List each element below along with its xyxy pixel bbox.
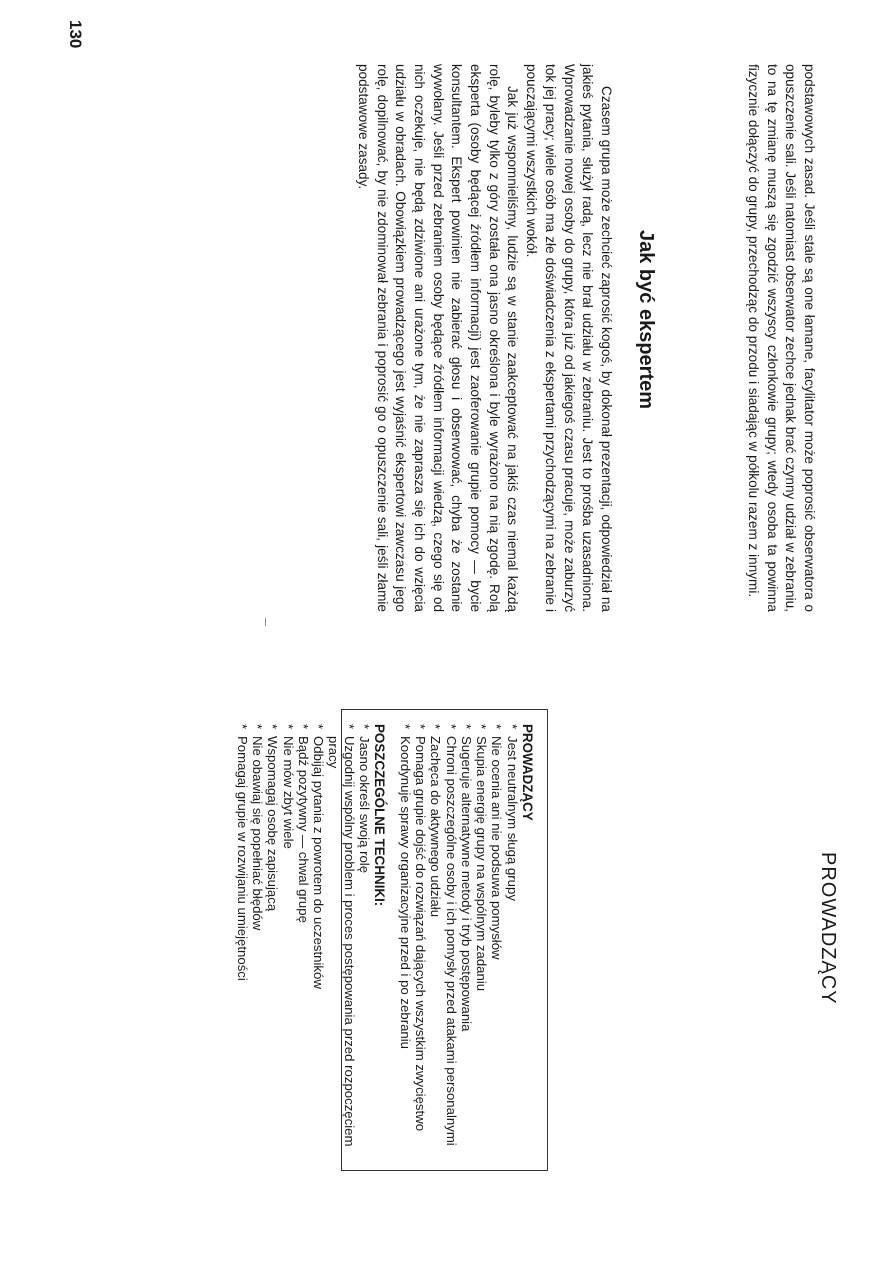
scan-smudge bbox=[265, 618, 266, 626]
box-group1-list bbox=[397, 724, 519, 1156]
list-item: * Nie ocenia ani nie podsuwa pomysłów bbox=[489, 724, 504, 1156]
list-item: * Jasno określ swoją rolę bbox=[357, 724, 372, 1156]
list-item: * Nie obawiaj się popełniać błędów bbox=[250, 724, 265, 1156]
section-paragraph: Czasem grupa może zechcieć zaprosić kogoś, by dokonał prezentacji, odpowiedział na jakieś pytania, służył radą, lecz nie brał udziału w zebraniu. Jest to prośba uzasadniona. Wprowadzanie nowej osoby do grupy, która już od jakiegoś czasu pracuje, może zaburzyć tok jej pracy; wiele osób ma złe doświadczenia z ekspertami przychodzącymi na zebranie i pouczającymi wszystkich wokół. bbox=[524, 64, 614, 612]
section-heading: Jak być ekspertem bbox=[635, 230, 657, 410]
box-group2-list bbox=[234, 724, 372, 1156]
box-group1-heading: PROWADZĄCY bbox=[520, 724, 535, 821]
box-title: PROWADZĄCY bbox=[817, 852, 839, 1005]
facilitator-summary-box bbox=[234, 709, 548, 1171]
intro-text-block bbox=[743, 64, 818, 612]
list-item: * Sugeruje alternatywne metody i tryb postępowania bbox=[459, 724, 474, 1156]
list-item: * Pomaga grupie dojść do rozwiązań dających wszystkim zwycięstwo bbox=[413, 724, 428, 1156]
list-item: * Bądź pozytywny — chwal grupę bbox=[296, 724, 311, 1156]
intro-paragraph: podstawowych zasad. Jeśli stale są one łamane, facylitator może poprosić obserwatora o opuszczenie sali. Jeśli natomiast obserwator zechce jednak brać czynny udział w zebraniu, to na tę zmianę muszą się zgodzić wszyscy członkowie grupy; wtedy osoba ta powinna fizycznie dołączyć do grupy, przechodząc do przodu i siadając w półkolu razem z innymi. bbox=[745, 64, 817, 612]
list-item: * Koordynuje sprawy organizacyjne przed i po zebraniu bbox=[397, 724, 412, 1156]
box-group2-heading: POSZCZEGÓLNE TECHNIKI: bbox=[372, 724, 388, 907]
page-number: 130 bbox=[66, 20, 85, 49]
section-body bbox=[353, 64, 615, 612]
list-item: * Zachęca do aktywnego udziału bbox=[428, 724, 443, 1156]
list-item: * Odbijaj pytania z powrotem do uczestników bbox=[311, 724, 326, 1156]
list-item: * Jest neutralnym sługą grupy bbox=[504, 724, 519, 1156]
list-item: * Wspomagaj osobę zapisującą bbox=[265, 724, 280, 1156]
list-item: * Pomagaj grupie w rozwijaniu umiejętności bbox=[234, 724, 249, 1156]
section-paragraph: Jak już wspomnieliśmy, ludzie są w stanie zaakceptować na jakiś czas niemal każdą rolę, byleby tylko z góry została ona jasno określona i byle wyrażono na nią zgodę. Rolą eksperta (osoby będącej źródłem informacji) jest zaoferowanie grupie pomocy — bycie konsultantem. Ekspert powinien nie zabierać głosu i obserwować, chyba że zostanie wywołany. Jeśli przed zebraniem osoby będące źródłem informacji wiedzą, czego się od nich oczekuje, nie będą zdziwione ani urażone tym, że nie zaprasza się ich do wzięcia udziału w obradach. Obowiązkiem prowadzącego jest wyjaśnić ekspertowi zawczasu jego rolę, dopilnować, by nie zdominował zebrania i poprosić go o opuszczenie sali, jeśli złamie podstawowe zasady. bbox=[355, 64, 521, 612]
list-item: * Skupia energię grupy na wspólnym zadaniu bbox=[474, 724, 489, 1156]
list-item: * Chroni poszczególne osoby i ich pomysły przed atakami personalnymi bbox=[443, 724, 458, 1156]
list-item: * Uzgodnij wspólny problem i proces postępowania przed rozpoczęciem pracy bbox=[326, 724, 357, 1156]
list-item: * Nie mów zbyt wiele bbox=[280, 724, 295, 1156]
